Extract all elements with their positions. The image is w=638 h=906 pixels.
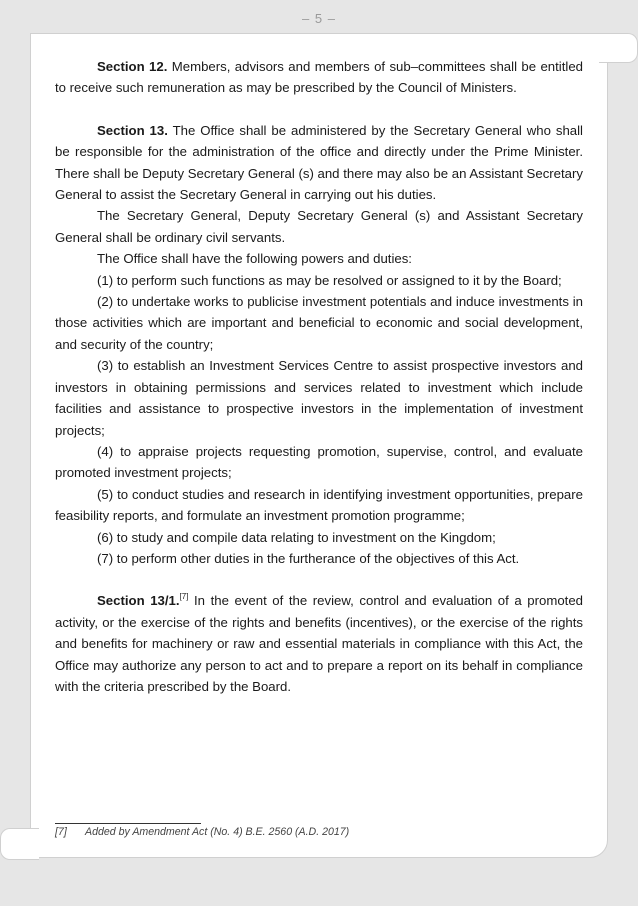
footnote-divider — [55, 823, 201, 824]
document-body — [55, 56, 583, 697]
duty-item: (1) to perform such functions as may be resolved or assigned to it by the Board; — [97, 272, 562, 288]
section-13-1 — [55, 590, 583, 697]
section-13 — [55, 120, 583, 206]
section-13-text: The Office shall be administered by the Secretary General who shall be responsible for the administration of the office and directly under the Prime Minister. There shall be Deputy Secretary General (s) and there may also be an Assistant Secretary General to assist the Secretary General in carrying out his duties. — [55, 122, 583, 203]
footnote-reference[interactable]: [7] — [179, 592, 189, 602]
section-12 — [55, 56, 583, 99]
section-13-1-text: In the event of the review, control and evaluation of a promoted activity, or the exercise of the rights and benefits (incentives), or the exercise of the rights and benefits for machinery or raw and essential materials in compliance with this Act, the Office may authorize any person to act and to prepare a report on its behalf in compliance with the criteria prescribed by the Board. — [55, 593, 583, 694]
section-13-heading: Section 13. — [97, 122, 168, 138]
duty-item: (4) to appraise projects requesting promotion, supervise, control, and evaluate promoted investment projects; — [55, 443, 583, 481]
footnote-mark: [7] — [55, 826, 67, 838]
duty-item: (5) to conduct studies and research in identifying investment opportunities, prepare feasibility reports, and formulate an investment promotion programme; — [55, 486, 583, 524]
civil-servants-paragraph: The Secretary General, Deputy Secretary General (s) and Assistant Secretary General shall be ordinary civil servants. — [55, 208, 583, 245]
footnote — [55, 826, 349, 838]
page-number: – 5 – — [302, 11, 336, 26]
page-tab-top-right — [599, 33, 638, 63]
footnote-text: Added by Amendment Act (No. 4) B.E. 2560 (A.D. 2017) — [85, 826, 350, 838]
section-13-1-heading: Section 13/1. — [97, 593, 180, 609]
section-12-text: Members, advisors and members of sub–committees shall be entitled to receive such remuneration as may be prescribed by the Council of Ministers. — [55, 59, 583, 96]
section-12-heading: Section 12. — [97, 59, 168, 74]
duty-item: (6) to study and compile data relating to investment on the Kingdom; — [97, 529, 496, 545]
powers-intro-paragraph: The Office shall have the following powers and duties: — [97, 251, 412, 267]
duty-item: (2) to undertake works to publicise investment potentials and induce investments in those activities which are important and beneficial to economic and social development, and security of the country; — [55, 294, 583, 352]
duty-item: (7) to perform other duties in the furtherance of the objectives of this Act. — [97, 550, 520, 566]
duty-item: (3) to establish an Investment Services Centre to assist prospective investors and investors in obtaining permissions and services related to investment which include facilities and assistance to prospective investors in the implementation of investment projects; — [55, 358, 583, 438]
page-tab-bottom-left — [0, 828, 39, 860]
